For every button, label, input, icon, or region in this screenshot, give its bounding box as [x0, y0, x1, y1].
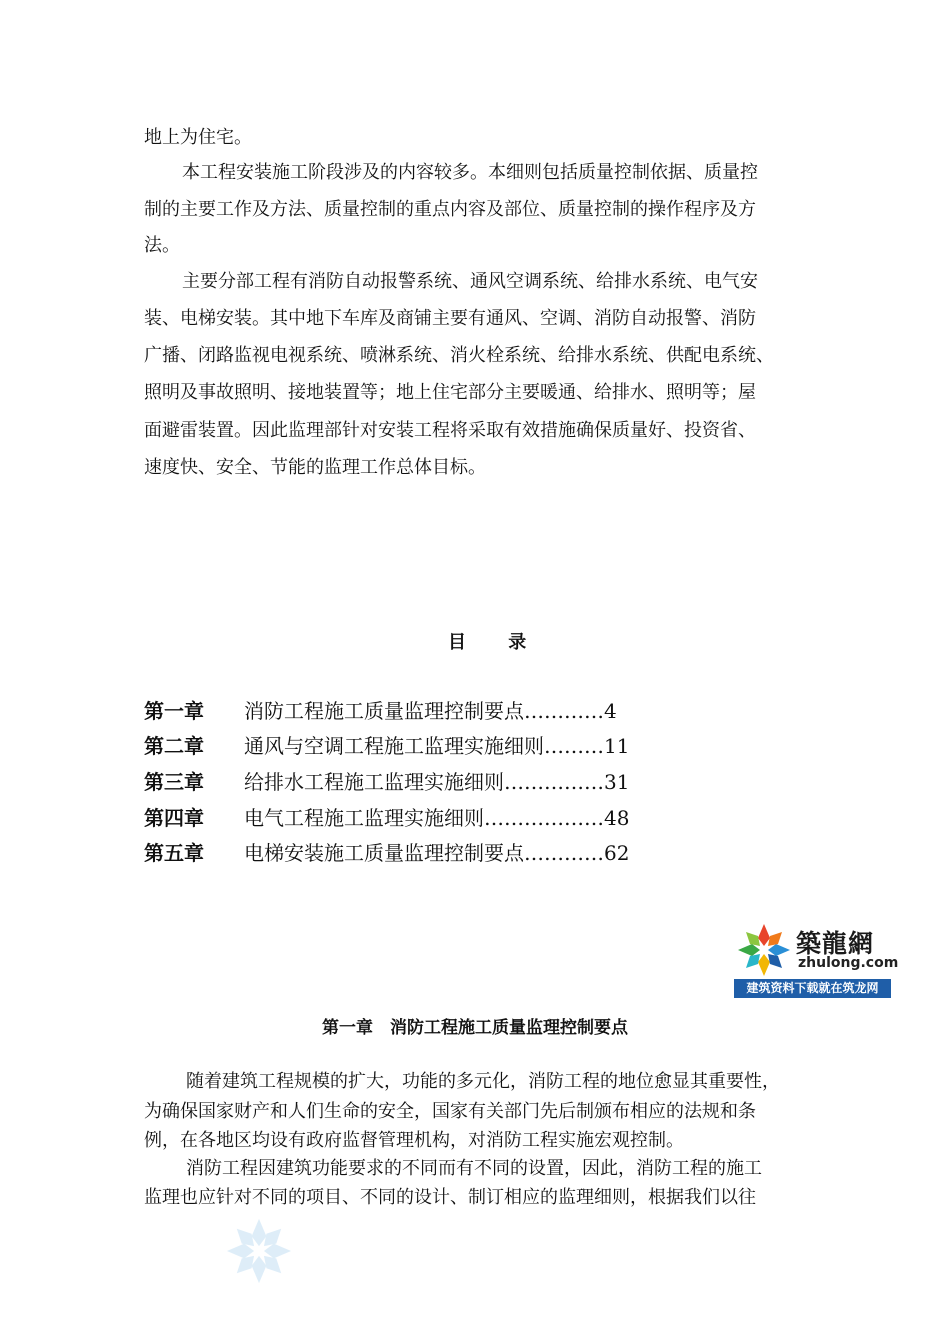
body-line: 装、电梯安装。其中地下车库及商铺主要有通风、空调、消防自动报警、消防 [144, 308, 756, 329]
toc-chapter-title: 电梯安装施工质量监理控制要点…………62 [244, 841, 630, 865]
body-line: 面避雷装置。因此监理部针对安装工程将采取有效措施确保质量好、投资省、 [144, 420, 756, 441]
logo-domain: zhulong.com [798, 955, 899, 971]
toc-chapter-number: 第四章 [144, 806, 204, 830]
chapter-body-line: 监理也应针对不同的项目、不同的设计、制订相应的监理细则，根据我们以往 [144, 1187, 756, 1208]
toc-item[interactable] [144, 841, 629, 865]
toc-chapter-number: 第二章 [144, 734, 204, 758]
body-line: 本工程安装施工阶段涉及的内容较多。本细则包括质量控制依据、质量控 [182, 162, 758, 183]
toc-chapter-title: 消防工程施工质量监理控制要点…………4 [244, 699, 617, 723]
toc-item[interactable] [144, 734, 629, 758]
body-line: 地上为住宅。 [144, 127, 252, 148]
body-line: 主要分部工程有消防自动报警系统、通风空调系统、给排水系统、电气安 [182, 271, 758, 292]
body-line: 制的主要工作及方法、质量控制的重点内容及部位、质量控制的操作程序及方 [144, 199, 756, 220]
logo-name: 築龍網 [796, 929, 875, 958]
toc-item[interactable] [144, 806, 629, 830]
body-line: 广播、闭路监视电视系统、喷淋系统、消火栓系统、给排水系统、供配电系统、 [144, 345, 774, 366]
toc-chapter-number: 第五章 [144, 841, 204, 865]
toc-chapter-title: 给排水工程施工监理实施细则……………31 [244, 770, 630, 794]
chapter-body-line: 例，在各地区均设有政府监督管理机构，对消防工程实施宏观控制。 [144, 1130, 684, 1151]
chapter-body-line: 消防工程因建筑功能要求的不同而有不同的设置，因此，消防工程的施工 [186, 1158, 762, 1179]
body-line: 速度快、安全、节能的监理工作总体目标。 [144, 457, 486, 478]
toc-chapter-title: 电气工程施工监理实施细则………………48 [244, 806, 630, 830]
toc-title: 目 录 [448, 632, 545, 653]
chapter-body-line: 为确保国家财产和人们生命的安全，国家有关部门先后制颁布相应的法规和条 [144, 1101, 756, 1122]
toc-item[interactable] [144, 770, 629, 794]
logo-slogan: 建筑资料下载就在筑龙网 [734, 979, 891, 998]
toc-item[interactable] [144, 699, 617, 723]
zhulong-logo[interactable] [734, 920, 899, 998]
toc-chapter-title: 通风与空调工程施工监理实施细则………11 [244, 734, 630, 758]
snowflake-logo-icon [734, 920, 794, 980]
chapter-heading: 第一章 消防工程施工质量监理控制要点 [322, 1018, 628, 1038]
toc-chapter-number: 第一章 [144, 699, 204, 723]
toc-chapter-number: 第三章 [144, 770, 204, 794]
chapter-body-line: 随着建筑工程规模的扩大，功能的多元化，消防工程的地位愈显其重要性， [186, 1071, 780, 1092]
body-line: 法。 [144, 235, 180, 256]
watermark-snowflake-icon [222, 1214, 296, 1288]
body-line: 照明及事故照明、接地装置等；地上住宅部分主要暖通、给排水、照明等；屋 [144, 382, 756, 403]
